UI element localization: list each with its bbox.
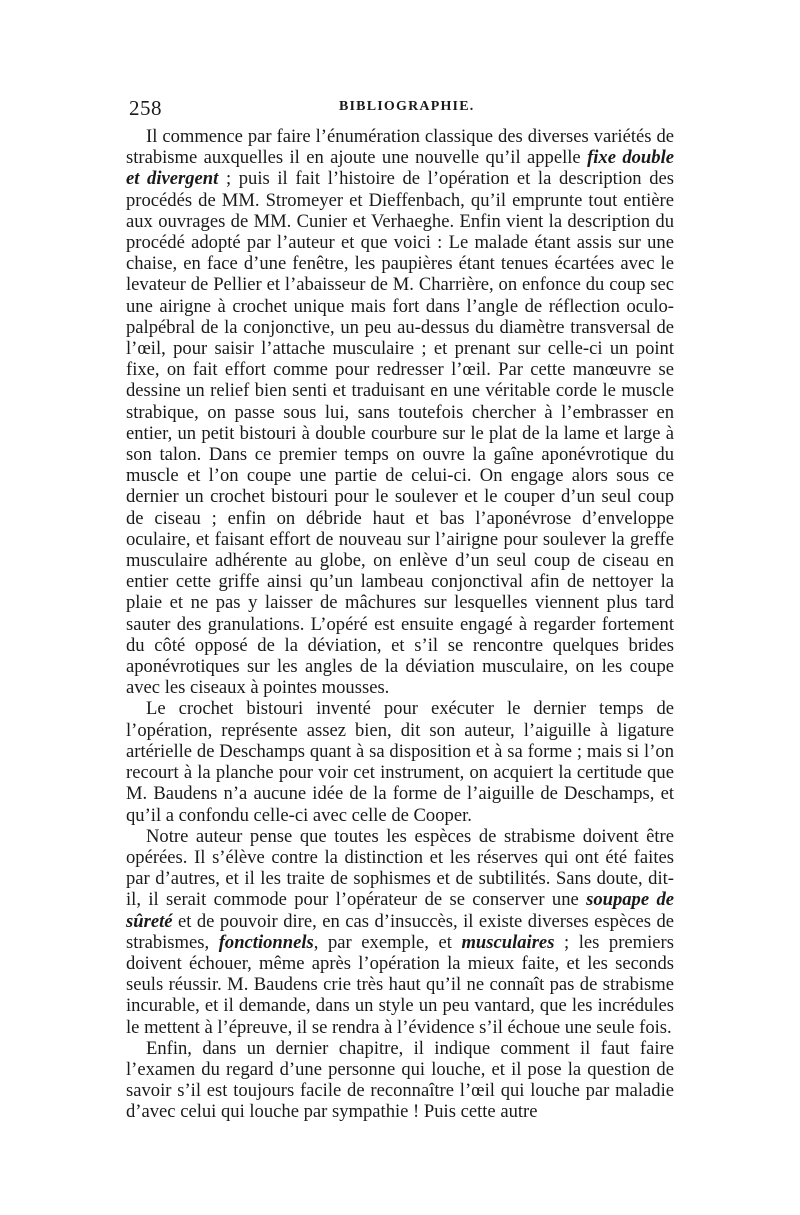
- paragraph: [126, 1038, 674, 1123]
- book-page: [126, 96, 674, 1123]
- italic-term: fixe double et divergent: [126, 147, 674, 190]
- italic-term: musculaires: [461, 931, 555, 953]
- page-header: [126, 96, 674, 120]
- page-number: 258: [129, 96, 162, 120]
- italic-term: fonctionnels: [218, 931, 314, 953]
- paragraph: [126, 698, 674, 825]
- text-run: ; puis il fait l’histoire de l’opération et la description des procédés de MM. Stromeyer et Dieffenbach, qu’il emprunte tout entière aux ouvrages de MM. Cunier et Verhaeghe. Enfin vient la description du procédé adopté par l’auteur et que voici : Le malade étant assis sur une chaise, en face d’une fenêtre, les paupières étant tenues écartées avec le levateur de Pellier et l’abaisseur de M. Charrière, on enfonce du coup sec une airigne à crochet unique mais fort dans l’angle de réflection oculo-palpébral de la conjonctive, un peu au-dessus du diamètre transversal de l’œil, pour saisir l’attache musculaire ; et prenant sur celle-ci un point fixe, on fait effort comme pour redresser l’œil. Par cette manœuvre se dessine un relief bien senti et traduisant en une véritable corde le muscle strabique, on passe sous lui, sans toutefois chercher à l’embrasser en entier, un petit bistouri à double courbure sur le plat de la lame et large à son talon. Dans ce premier temps on ouvre la gaîne aponévrotique du muscle et l’on coupe une partie de celui-ci. On engage alors sous ce dernier un crochet bistouri pour le soulever et le couper d’un seul coup de ciseau ; enfin on débride haut et bas l’aponévrose d’enveloppe oculaire, et faisant effort de nouveau sur l’airigne pour soulever la greffe musculaire adhérente au globe, on enlève d’un seul coup de ciseau en entier cette griffe ainsi qu’un lambeau conjonctival afin de nettoyer la plaie et ne pas y laisser de mâchures sur lesquelles viennent plus tard sauter des granulations. L’opéré est ensuite engagé à regarder fortement du côté opposé de la déviation, et s’il se rencontre quelques brides aponévrotiques sur les angles de la déviation musculaire, on les coupe avec les ciseaux à pointes mousses.: [126, 168, 674, 699]
- text-run: Le crochet bistouri inventé pour exécuter le dernier temps de l’opération, représente assez bien, dit son auteur, l’aiguille à ligature artérielle de Deschamps quant à sa disposition et à sa forme ; mais si l’on recourt à la planche pour voir cet instrument, on acquiert la certitude que M. Baudens n’a aucune idée de la forme de l’aiguille de Deschamps, et qu’il a confondu celle-ci avec celle de Cooper.: [126, 698, 674, 826]
- paragraph: [126, 126, 674, 698]
- text-run: , par exemple, et: [313, 931, 462, 953]
- text-run: Il commence par faire l’énumération classique des diverses variétés de strabisme auxquelles il en ajoute une nouvelle qu’il appelle: [126, 126, 674, 169]
- paragraph: [126, 826, 674, 1038]
- text-run: Notre auteur pense que toutes les espèces de strabisme doivent être opérées. Il s’élève contre la distinction et les réserves qui ont été faites par d’autres, et il les traite de sophismes et de subtilités. Sans doute, dit-il, il serait commode pour l’opérateur de se conserver une: [126, 825, 674, 911]
- text-run: ; les premiers doivent échouer, même après l’opération la mieux faite, et les seconds seuls réussir. M. Baudens crie très haut qu’il ne connaît pas de strabisme incurable, et il demande, dans un style un peu vantard, que les incrédules le mettent à l’épreuve, il se rendra à l’évidence s’il échoue une seule fois.: [126, 931, 674, 1038]
- text-run: et de pouvoir dire, en cas d’insuccès, il existe diverses espèces de strabismes,: [126, 910, 674, 953]
- italic-term: soupape de sûreté: [126, 889, 674, 932]
- running-head: BIBLIOGRAPHIE.: [339, 99, 475, 114]
- body-text: [126, 126, 674, 1123]
- text-run: Enfin, dans un dernier chapitre, il indique comment il faut faire l’examen du regard d’une personne qui louche, et il pose la question de savoir s’il est toujours facile de reconnaître l’œil qui louche par maladie d’avec celui qui louche par sympathie ! Puis cette autre: [126, 1037, 674, 1123]
